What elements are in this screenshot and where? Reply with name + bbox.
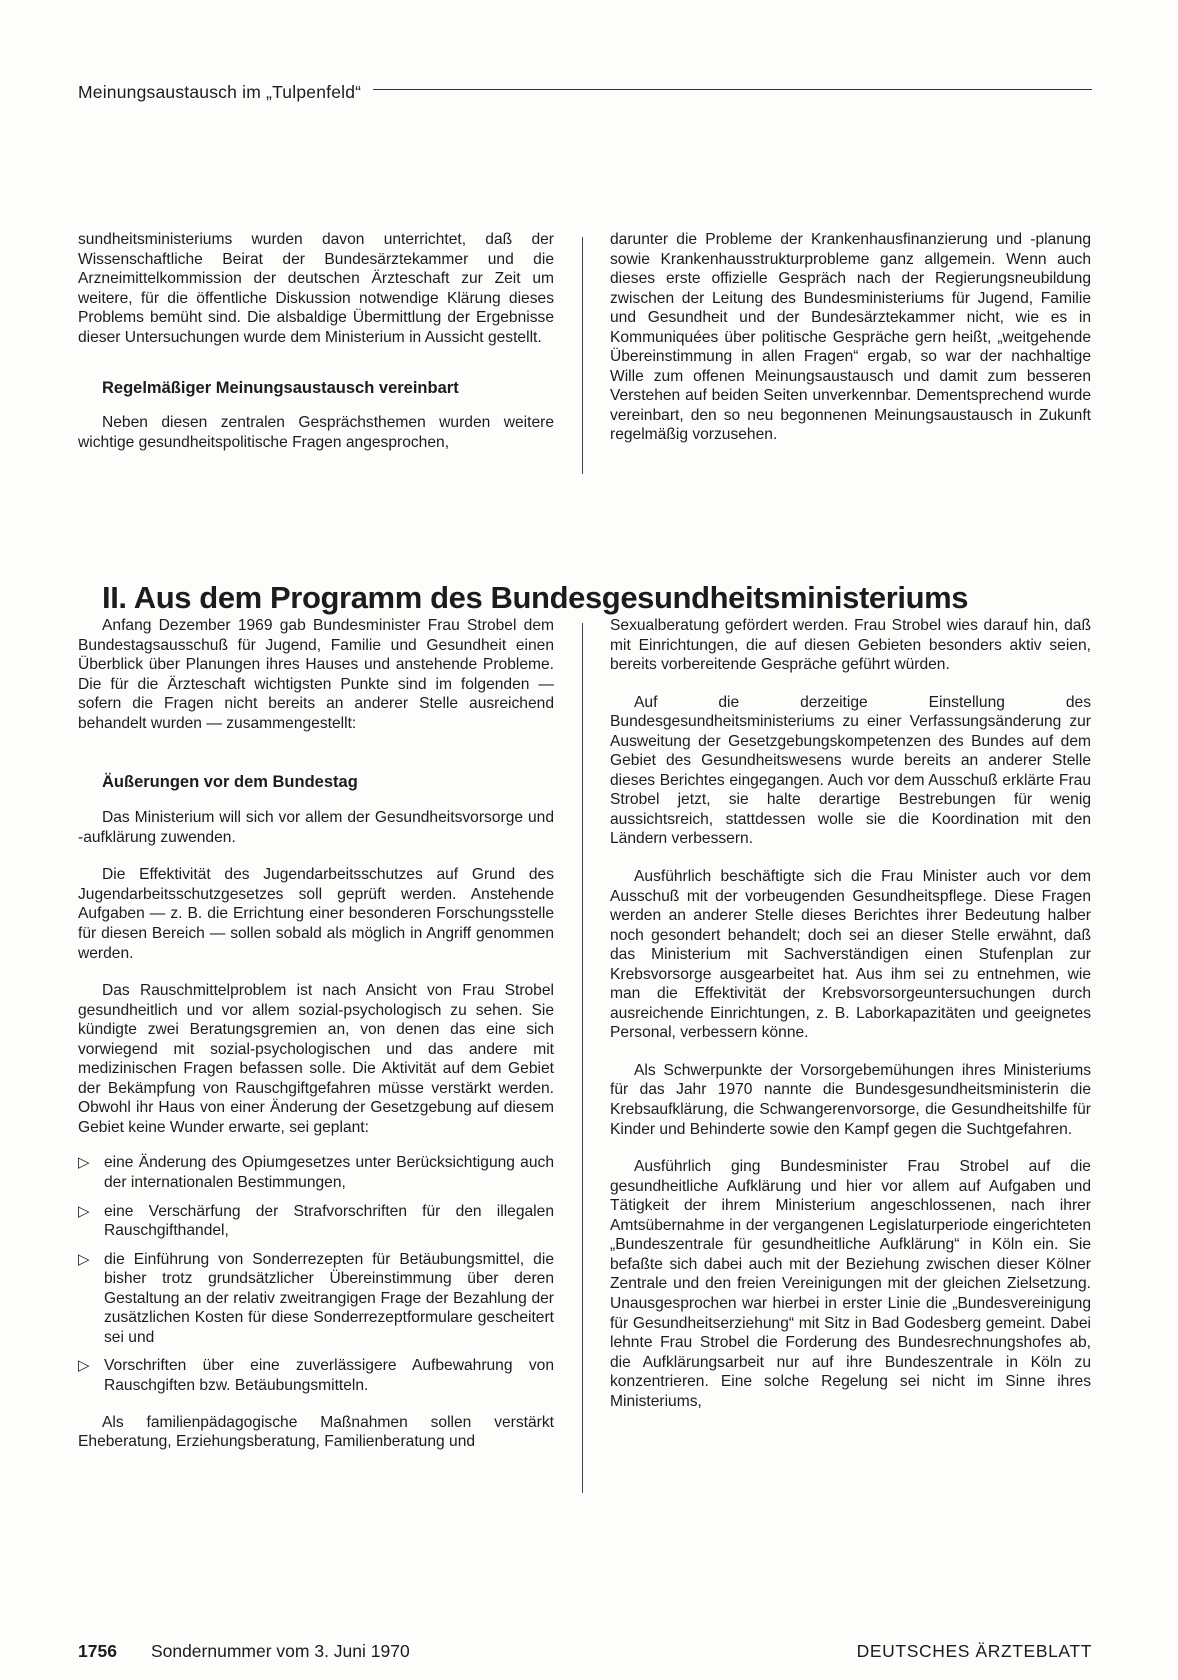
triangle-bullet-icon: ▷ bbox=[78, 1357, 90, 1375]
subheading-bundestag: Äußerungen vor dem Bundestag bbox=[102, 773, 358, 792]
section-title: II. Aus dem Programm des Bundesgesundheitsministeriums bbox=[102, 580, 969, 615]
triangle-bullet-icon: ▷ bbox=[78, 1154, 90, 1172]
paragraph: Das Ministerium will sich vor allem der Gesundheitsvorsorge und -aufklärung zuwenden. bbox=[78, 809, 554, 846]
running-title: Meinungsaustausch im „Tulpenfeld“ bbox=[78, 82, 362, 102]
paragraph: Als familienpädagogische Maßnahmen sollen verstärkt Eheberatung, Erziehungsberatung, Familienberatung und bbox=[78, 1413, 554, 1451]
list-item bbox=[78, 1153, 554, 1192]
paragraph: Auf die derzeitige Einstellung des Bundesgesundheitsministeriums zu einer Verfassungsänderung zur Ausweitung der Gesetzgebungskompetenzen des Bundes auf dem Gebiet des Gesundheitswesens wurde bereits an anderer Stelle dieses Berichtes eingegangen. Auch vor dem Ausschuß erklärte Frau Strobel jetzt, sie halte derartige Bestrebungen für wenig aussichtsreich, stattdessen wolle sie die Koordination mit den Ländern verbessern. bbox=[610, 693, 1091, 848]
list-item bbox=[78, 1356, 554, 1395]
paragraph: Ausführlich beschäftigte sich die Frau Minister auch vor dem Ausschuß mit der vorbeugenden Gesundheitspflege. Diese Fragen werden an anderer Stelle dieses Berichtes ihrer Bedeutung halber noch gesondert behandelt; doch sei an dieser Stelle erwähnt, daß das Ministerium mit Sachverständigen einen Stufenplan zur Krebsvorsorge ausgearbeitet hat. Aus ihm sei zu entnehmen, wie man die Effektivität der Krebsvorsorgeuntersuchungen durch ausreichende Einrichtungen, z. B. Laborkapazitäten und geeignetes Personal, verbessern könne. bbox=[610, 868, 1091, 1042]
paragraph: Das Rauschmittelproblem ist nach Ansicht von Frau Strobel gesundheitlich und vor allem sozial-psychologisch zu sehen. Sie kündigte zwei Beratungsgremien an, von denen das eine sich vorwiegend mit sozial-psychologischen und das andere mit medizinischen Fragen befassen solle. Die Aktivität auf dem Gebiet der Bekämpfung von Rauschgiftgefahren müsse verstärkt werden. Obwohl ihr Haus von einer Änderung der Gesetzgebung auf diesem Gebiet keine Wunder erwarte, sei geplant: bbox=[78, 982, 554, 1136]
journal-name: DEUTSCHES ÄRZTEBLATT bbox=[856, 1641, 1092, 1661]
list-item-text: eine Verschärfung der Strafvorschriften für den illegalen Rauschgifthandel, bbox=[104, 1202, 554, 1240]
section-left-column bbox=[78, 616, 554, 1452]
paragraph-intro: Anfang Dezember 1969 gab Bundesminister Frau Strobel dem Bundestagsausschuß für Jugend, Familie und Gesundheit einen Überblick über Planungen ihres Hauses und anstehende Probleme. Die für die Ärzteschaft wichtigsten Punkte sind im folgenden — sofern die Fragen nicht bereits an anderer Stelle ausreichend behandelt wurden — zusammengestellt: bbox=[78, 617, 554, 732]
list-item bbox=[78, 1250, 554, 1348]
page-footer bbox=[78, 1641, 1092, 1662]
triangle-bullet-icon: ▷ bbox=[78, 1202, 90, 1220]
issue-label: Sondernummer vom 3. Juni 1970 bbox=[150, 1641, 410, 1661]
paragraph: Neben diesen zentralen Gesprächsthemen wurden weitere wichtige gesundheitspolitische Fragen angesprochen, bbox=[78, 414, 554, 451]
list-item-text: die Einführung von Sonderrezepten für Betäubungsmittel, die bisher trotz grundsätzlicher Übereinstimmung über deren Gestaltung an der relativ zweitrangigen Frage der Bezahlung der zusätzlichen Kosten für diese Sonderrezeptformulare gescheitert sei und bbox=[104, 1250, 554, 1346]
subheading-meinungsaustausch: Regelmäßiger Meinungsaustausch vereinbart bbox=[102, 379, 459, 398]
page-number: 1756 bbox=[78, 1641, 117, 1661]
top-left-column bbox=[78, 230, 554, 452]
paragraph: darunter die Probleme der Krankenhausfinanzierung und -planung sowie Krankenhausstrukturprobleme ganz allgemein. Wenn auch dieses erste offizielle Gespräch nach der Regierungsneubildung zwischen der Leitung des Bundesministeriums für Jugend, Familie und Gesundheit und der Bundesärztekammer nicht, wie es in Kommuniquées über politische Gespräche gern heißt, „weitgehende Übereinstimmung in allen Fragen“ ergab, so war der nachhaltige Wille zum offenen Meinungsaustausch und damit zum besseren Verstehen auf beiden Seiten unverkennbar. Dementsprechend wurde vereinbart, den so neu begonnenen Meinungsaustausch in Zukunft regelmäßig vorzusehen. bbox=[610, 231, 1091, 444]
paragraph: sundheitsministeriums wurden davon unterrichtet, daß der Wissenschaftliche Beirat der Bundesärztekammer und die Arzneimittelkommission der deutschen Ärzteschaft zur Zeit um weitere, für die öffentliche Diskussion notwendige Klärung dieses Problems bemüht sind. Die alsbaldige Übermittlung der Ergebnisse dieser Untersuchungen wurde dem Ministerium in Aussicht gestellt. bbox=[78, 231, 554, 346]
paragraph: Als Schwerpunkte der Vorsorgebemühungen ihres Ministeriums für das Jahr 1970 nannte die Bundesgesundheitsministerin die Krebsaufklärung, die Schwangerenvorsorge, die Gesundheitshilfe für Kinder und Behinderte sowie den Kampf gegen die Suchtgefahren. bbox=[610, 1061, 1091, 1138]
section-right-column bbox=[610, 616, 1091, 1411]
paragraph: Sexualberatung gefördert werden. Frau Strobel wies darauf hin, daß mit Einrichtungen, die auf diesen Gebieten besonders aktiv seien, bereits vorbereitende Gespräche geführt würden. bbox=[610, 617, 1091, 674]
paragraph: Ausführlich ging Bundesminister Frau Strobel auf die gesundheitliche Aufklärung und hier vor allem auf Aufgaben und Tätigkeit der ihrem Ministerium angeschlossenen, nach ihrer Amtsübernahme in der vergangenen Legislaturperiode eingerichteten „Bundeszentrale für gesundheitliche Aufklärung“ in Köln ein. Sie befaßte sich dabei auch mit der Beziehung zwischen dieser Kölner Zentrale und den freien Vereinigungen mit der gleichen Zielsetzung. Unausgesprochen war hierbei in erster Linie die „Bundesvereinigung für Gesundheitserziehung“ mit Sitz in Bad Godesberg gemeint. Dabei lehnte Frau Strobel die Forderung des Bundesrechnungshofes ab, die Aufklärungsarbeit nur auf ihre Bundeszentrale in Köln zu konzentrieren. Eine solche Regelung sei nicht im Sinne ihres Ministeriums, bbox=[610, 1158, 1091, 1410]
list-item-text: Vorschriften über eine zuverlässigere Aufbewahrung von Rauschgiften bzw. Betäubungsmitteln. bbox=[104, 1357, 554, 1394]
paragraph: Die Effektivität des Jugendarbeitsschutzes auf Grund des Jugendarbeitsschutzgesetzes soll geprüft werden. Anstehende Aufgaben — z. B. die Errichtung einer besonderen Forschungsstelle für diesen Bereich — sollen sobald als möglich in Angriff genommen werden. bbox=[78, 866, 554, 962]
running-header bbox=[78, 82, 1092, 103]
column-rule bbox=[582, 623, 583, 1493]
triangle-bullet-icon: ▷ bbox=[78, 1250, 90, 1268]
column-rule bbox=[582, 237, 583, 474]
top-right-column bbox=[610, 230, 1091, 445]
list-item-text: eine Änderung des Opiumgesetzes unter Berücksichtigung auch der internationalen Bestimmungen, bbox=[104, 1154, 554, 1192]
list-item bbox=[78, 1202, 554, 1241]
header-rule bbox=[373, 89, 1092, 90]
